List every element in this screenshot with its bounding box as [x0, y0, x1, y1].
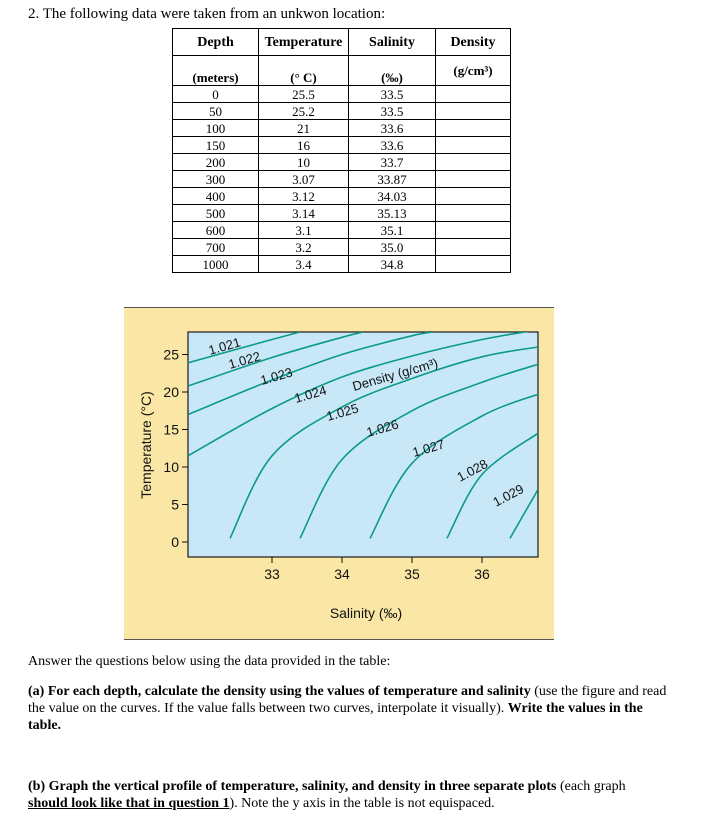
question-b-bold: (b) Graph the vertical profile of temperature, salinity, and density in three separate plots [28, 779, 557, 794]
cell-density[interactable] [436, 120, 511, 137]
cell-salinity: 33.6 [349, 137, 436, 154]
cell-salinity: 35.13 [349, 205, 436, 222]
cell-density[interactable] [436, 171, 511, 188]
y-tick-label: 15 [163, 421, 179, 438]
curve-label: 1.026 [364, 416, 401, 440]
x-tick-label: 34 [334, 566, 350, 582]
y-tick-label: 20 [163, 384, 179, 400]
cell-temperature: 10 [259, 154, 349, 171]
cell-temperature: 21 [259, 120, 349, 137]
density-chart [124, 307, 554, 640]
question-b [28, 778, 668, 812]
curve-label: 1.023 [258, 364, 295, 388]
cell-density[interactable] [436, 103, 511, 120]
density-figure [124, 307, 554, 640]
cell-temperature: 3.4 [259, 256, 349, 273]
y-tick-label: 5 [171, 496, 179, 513]
answer-intro: Answer the questions below using the data provided in the table: [28, 654, 391, 669]
x-tick-label: 36 [474, 566, 490, 582]
cell-salinity: 35.1 [349, 222, 436, 239]
cell-density[interactable] [436, 137, 511, 154]
cell-depth: 50 [173, 103, 259, 120]
header-density: Density [436, 29, 511, 56]
y-axis-label: Temperature (°C) [138, 391, 154, 499]
cell-density[interactable] [436, 188, 511, 205]
table-row [173, 120, 511, 137]
x-tick-label: 33 [264, 566, 280, 582]
curve-label: 1.029 [490, 481, 527, 510]
cell-depth: 1000 [173, 256, 259, 273]
y-tick-label: 0 [171, 534, 179, 550]
curve-label: 1.024 [292, 382, 329, 406]
unit-density: (g/cm³) [436, 56, 511, 86]
table-row [173, 188, 511, 205]
cell-depth: 600 [173, 222, 259, 239]
cell-depth: 0 [173, 86, 259, 103]
question-b-text-2: ). Note the y axis in the table is not equispaced. [229, 796, 495, 811]
cell-temperature: 3.2 [259, 239, 349, 256]
question-b-reference-link[interactable]: should look like that in question 1 [28, 796, 230, 811]
cell-temperature: 25.2 [259, 103, 349, 120]
cell-depth: 100 [173, 120, 259, 137]
cell-temperature: 25.5 [259, 86, 349, 103]
curve-label: 1.027 [410, 436, 447, 460]
cell-salinity: 35.0 [349, 239, 436, 256]
cell-temperature: 3.12 [259, 188, 349, 205]
cell-temperature: 3.07 [259, 171, 349, 188]
header-depth: Depth [173, 29, 259, 56]
unit-temperature: (° C) [259, 56, 349, 86]
cell-salinity: 33.87 [349, 171, 436, 188]
table-row [173, 256, 511, 273]
cell-density[interactable] [436, 154, 511, 171]
cell-density[interactable] [436, 86, 511, 103]
curve-label: 1.028 [454, 456, 491, 485]
question-a-bold-1: (a) For each depth, calculate the density using the values of temperature and salinity [28, 684, 531, 699]
x-axis-label: Salinity (‰) [329, 605, 403, 621]
cell-density[interactable] [436, 205, 511, 222]
unit-depth: (meters) [173, 56, 259, 86]
data-table [172, 28, 511, 273]
y-tick-label: 10 [163, 459, 179, 475]
cell-salinity: 33.5 [349, 103, 436, 120]
table-header-row [173, 29, 511, 56]
cell-salinity: 34.8 [349, 256, 436, 273]
header-temperature: Temperature [259, 29, 349, 56]
cell-salinity: 34.03 [349, 188, 436, 205]
table-row [173, 154, 511, 171]
cell-temperature: 3.14 [259, 205, 349, 222]
table-row [173, 103, 511, 120]
cell-depth: 300 [173, 171, 259, 188]
cell-temperature: 3.1 [259, 222, 349, 239]
table-row [173, 222, 511, 239]
question-b-text-1: (each graph [556, 779, 626, 794]
unit-salinity: (‰) [349, 56, 436, 86]
cell-salinity: 33.6 [349, 120, 436, 137]
cell-salinity: 33.5 [349, 86, 436, 103]
cell-density[interactable] [436, 239, 511, 256]
cell-depth: 400 [173, 188, 259, 205]
table-row [173, 171, 511, 188]
cell-salinity: 33.7 [349, 154, 436, 171]
table-row [173, 86, 511, 103]
table-units-row [173, 56, 511, 86]
header-salinity: Salinity [349, 29, 436, 56]
table-row [173, 137, 511, 154]
question-heading: 2. The following data were taken from an unkwon location: [28, 6, 386, 22]
cell-depth: 700 [173, 239, 259, 256]
cell-density[interactable] [436, 256, 511, 273]
question-a [28, 683, 668, 734]
curve-label: 1.022 [226, 348, 263, 372]
table-row [173, 205, 511, 222]
curve-label: 1.025 [324, 400, 361, 424]
cell-depth: 500 [173, 205, 259, 222]
cell-temperature: 16 [259, 137, 349, 154]
curve-label: 1.021 [206, 334, 243, 358]
cell-density[interactable] [436, 222, 511, 239]
question-a-text: (use the figure and read the value on the curves. If the value falls between two curves, interpolate it visually). [28, 684, 667, 716]
x-tick-label: 35 [404, 566, 420, 582]
cell-depth: 200 [173, 154, 259, 171]
chart-title: Density (g/cm³) [350, 355, 440, 394]
question-a-bold-2: Write the values in the table. [28, 701, 643, 733]
y-tick-label: 25 [163, 346, 179, 363]
cell-depth: 150 [173, 137, 259, 154]
table-row [173, 239, 511, 256]
